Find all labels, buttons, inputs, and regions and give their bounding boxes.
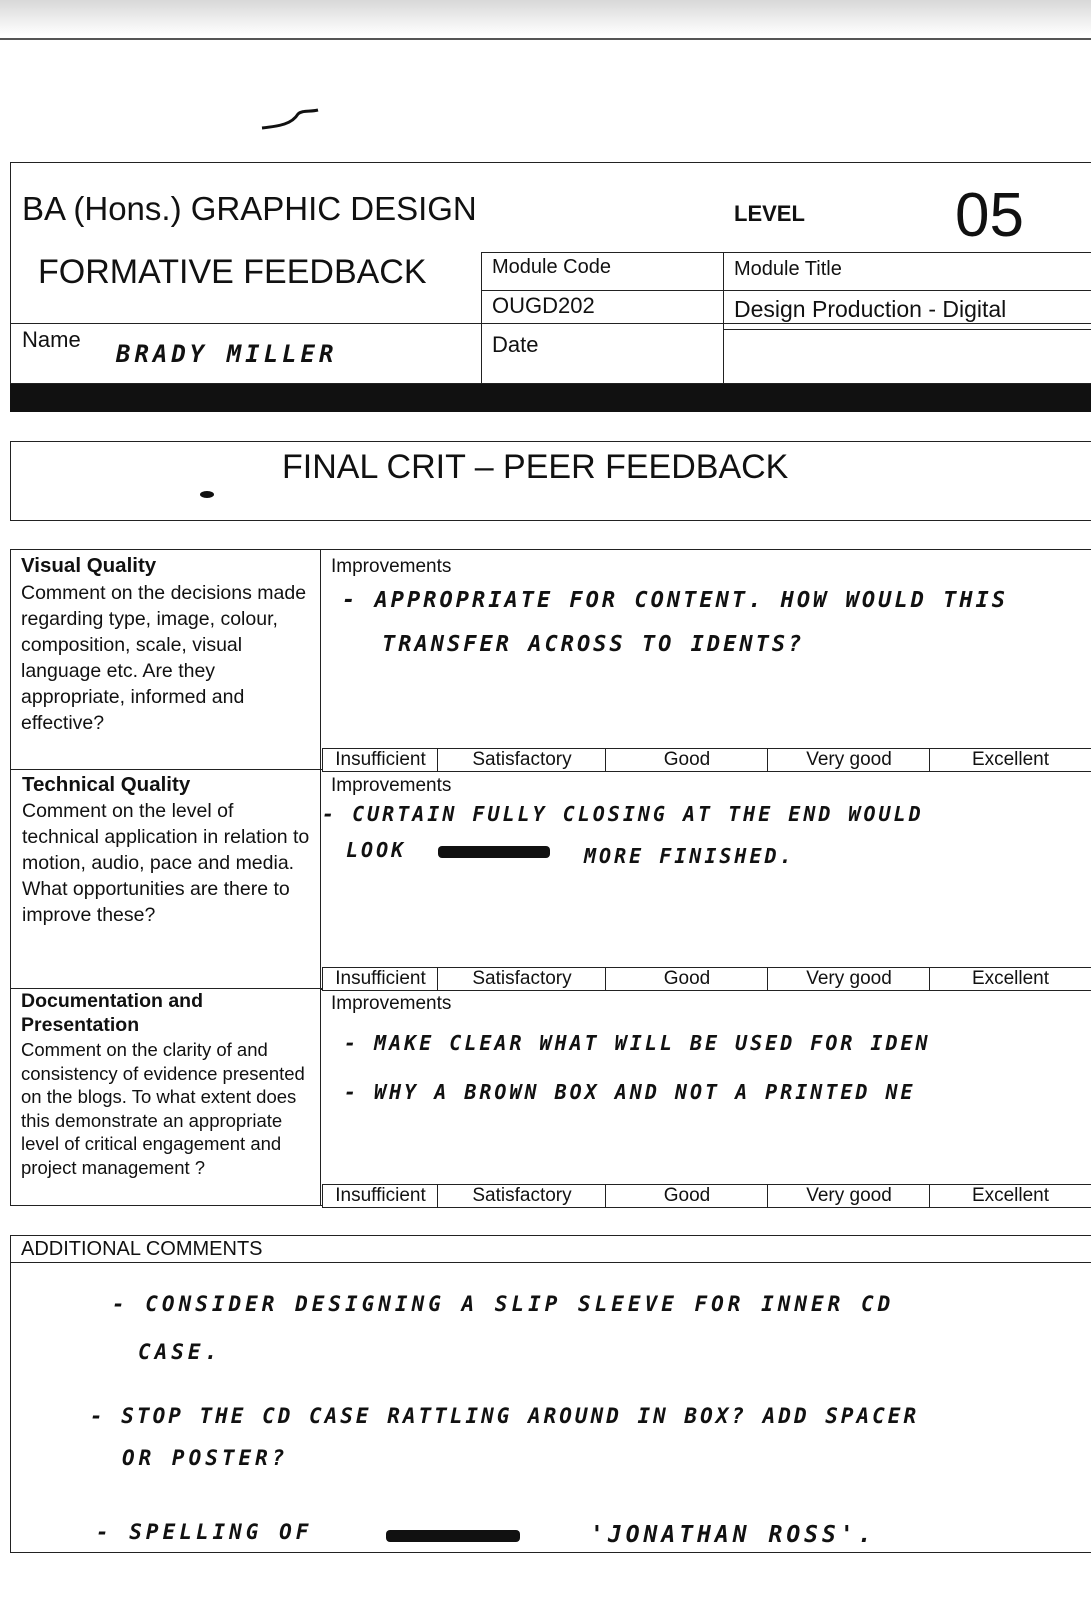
additional-line-2: CASE. (138, 1340, 222, 1364)
section-desc-documentation: Comment on the clarity of and consistency of evidence presented on the blogs. To what extent does this demonstrate an appropriate level of critical engagement and project management ? (21, 1039, 305, 1178)
additional-line-6: 'JONATHAN ROSS'. (590, 1522, 876, 1548)
handwriting-technical-1: - CURTAIN FULLY CLOSING AT THE END WOULD (322, 802, 924, 826)
additional-comments-divider (10, 1262, 1091, 1263)
date-label: Date (492, 332, 539, 357)
handwriting-documentation-2: - WHY A BROWN BOX AND NOT A PRINTED NE (344, 1080, 916, 1104)
level-label: LEVEL (734, 201, 805, 226)
section-title-visual: Visual Quality (21, 554, 157, 577)
improvements-label-visual: Improvements (331, 556, 452, 577)
rating-satisfactory[interactable]: Satisfactory (437, 1184, 607, 1208)
rating-good[interactable]: Good (605, 967, 769, 991)
rating-excellent[interactable]: Excellent (929, 967, 1091, 991)
additional-line-5: - SPELLING OF (96, 1520, 313, 1544)
rating-row-visual (322, 748, 1091, 772)
additional-line-3: - STOP THE CD CASE RATTLING AROUND IN BOX? ADD SPACER (90, 1404, 920, 1428)
rating-very-good[interactable]: Very good (767, 748, 931, 772)
section-desc-visual: Comment on the decisions made regarding type, image, colour, composition, scale, visual language etc. Are they appropriate, informed and effective? (21, 582, 307, 734)
name-value: BRADY MILLER (116, 340, 338, 368)
rating-insufficient[interactable]: Insufficient (322, 1184, 439, 1208)
rating-very-good[interactable]: Very good (767, 1184, 931, 1208)
header-vdiv-1 (481, 252, 482, 384)
rating-excellent[interactable]: Excellent (929, 748, 1091, 772)
rating-satisfactory[interactable]: Satisfactory (437, 967, 607, 991)
module-title-label: Module Title (734, 258, 842, 280)
rating-insufficient[interactable]: Insufficient (322, 748, 439, 772)
header-black-bar (10, 384, 1091, 412)
rating-excellent[interactable]: Excellent (929, 1184, 1091, 1208)
rating-good[interactable]: Good (605, 1184, 769, 1208)
rating-good[interactable]: Good (605, 748, 769, 772)
additional-comments-label: ADDITIONAL COMMENTS (21, 1238, 263, 1260)
scan-edge-line (0, 38, 1091, 40)
module-title-value: Design Production - Digital (734, 296, 1007, 322)
level-value: 05 (955, 181, 1024, 250)
section-divider-1 (10, 769, 322, 770)
section-title-documentation: Documentation and Presentation (21, 990, 204, 1036)
scan-edge (0, 0, 1091, 36)
form-title: FORMATIVE FEEDBACK (38, 253, 427, 291)
rating-row-documentation (322, 1184, 1091, 1208)
header-divider-4 (723, 329, 1091, 330)
additional-line-4: OR POSTER? (122, 1446, 289, 1470)
handwriting-technical-3: MORE FINISHED. (584, 844, 795, 868)
rating-insufficient[interactable]: Insufficient (322, 967, 439, 991)
section-desc-technical: Comment on the level of technical application in relation to motion, audio, pace and media. What opportunities are there to improve these? (22, 800, 310, 926)
handwriting-documentation-1: - MAKE CLEAR WHAT WILL BE USED FOR IDEN (344, 1031, 931, 1055)
header-vdiv-2 (723, 252, 724, 384)
rating-row-technical (322, 967, 1091, 991)
handwriting-technical-2: LOOK (346, 838, 407, 862)
programme-title: BA (Hons.) GRAPHIC DESIGN (22, 190, 477, 227)
improvements-label-documentation: Improvements (331, 993, 452, 1014)
crossed-out-word (438, 846, 550, 858)
crossed-out-word-2 (386, 1530, 520, 1542)
rating-satisfactory[interactable]: Satisfactory (437, 748, 607, 772)
feedback-table-vdiv (320, 549, 321, 1206)
additional-comments-box (10, 1235, 1091, 1553)
header-divider-2 (481, 290, 1091, 291)
handwriting-visual-2: TRANSFER ACROSS TO IDENTS? (382, 632, 805, 657)
section-title-technical: Technical Quality (22, 773, 191, 796)
name-label: Name (22, 327, 81, 352)
pen-mark-icon (258, 104, 328, 134)
ink-dot (200, 491, 214, 498)
module-code-label: Module Code (492, 256, 611, 278)
rating-very-good[interactable]: Very good (767, 967, 931, 991)
improvements-label-technical: Improvements (331, 775, 452, 796)
additional-line-1: - CONSIDER DESIGNING A SLIP SLEEVE FOR INNER CD (112, 1292, 895, 1316)
module-code-value: OUGD202 (492, 293, 595, 318)
handwriting-visual-1: - APPROPRIATE FOR CONTENT. HOW WOULD THIS (342, 588, 1009, 613)
header-divider-3 (10, 323, 1091, 324)
crit-title: FINAL CRIT – PEER FEEDBACK (282, 448, 789, 486)
header-divider-1 (481, 252, 1091, 253)
